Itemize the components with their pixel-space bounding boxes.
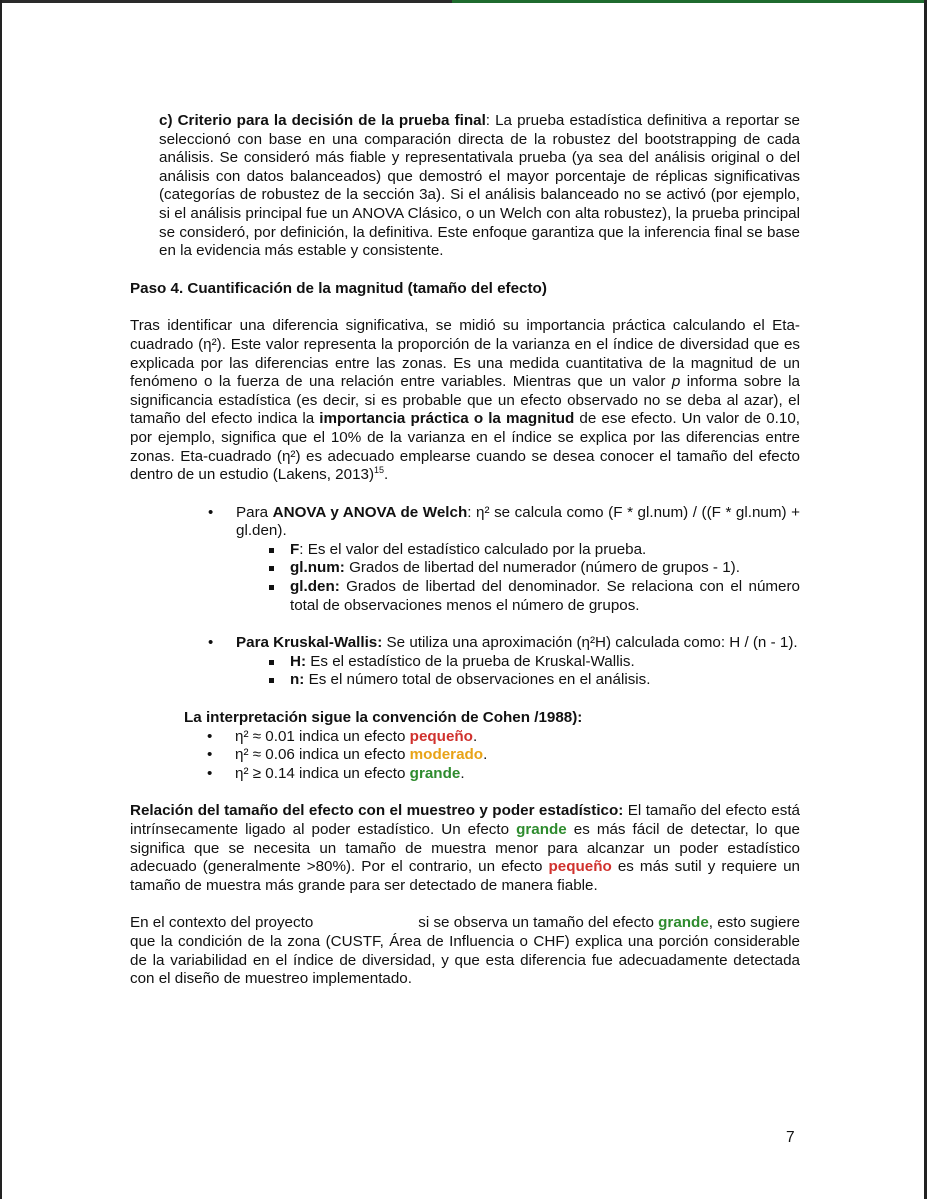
interpretation-title: La interpretación sigue la convención de Cohen /1988): [184, 709, 583, 727]
footnote-ref: 15 [374, 465, 385, 476]
document-page [130, 112, 800, 989]
interpretation-list [130, 728, 800, 784]
kruskal-subitem-n [130, 671, 800, 690]
relacion-pequeno: pequeño [548, 858, 612, 876]
top-border-green [452, 0, 927, 3]
interp-item-small [130, 728, 800, 747]
interp-small-word: pequeño [409, 727, 473, 745]
left-page-edge [0, 0, 2, 1199]
kruskal-subitem-h [130, 653, 800, 672]
interp-large-text: η² ≥ 0.14 indica un efecto [235, 764, 410, 782]
paso3c-paragraph [130, 112, 800, 261]
paso4-text-c: de ese efecto. Un valor de 0.10, por ejemplo, significa que el 10% de la varianza en el índice se explica por las diferencias entre zonas. Eta-cuadrado (η²) es adecuado emplearse cuando se desea conocer el tamaño del efecto dentro de un estudio (Lakens, 2013) [130, 410, 800, 484]
desc-glnum: Grados de libertad del numerador (número de grupos - 1). [344, 559, 740, 577]
desc-f: : Es el valor del estadístico calculado por la prueba. [299, 540, 647, 558]
kruskal-text: Se utiliza una aproximación (η²H) calculada como: H / (n - 1). [382, 634, 798, 652]
desc-h: Es el estadístico de la prueba de Kruskal-Wallis. [306, 652, 635, 670]
contexto-text-b: si se observa un tamaño del efecto [418, 914, 659, 932]
anova-subitem-glnum [130, 559, 800, 578]
contexto-text-a: En el contexto del proyecto [130, 914, 314, 932]
interp-large-word: grande [409, 764, 461, 782]
interp-item-moderate [130, 746, 800, 765]
paso3c-text: : La prueba estadística definitiva a reportar se seleccionó con base en una comparación directa de la robustez del bootstrapping de cada análisis. Se consideró más fiable y representativala prueba (ya sea del análisis original o del análisis con datos balanceados) que demostró el mayor porcentaje de réplicas significativas (categorías de robustez de la sección 3a). Si el análisis balanceado no se activó (por ejemplo, si el análisis principal fue un ANOVA Clásico, o un Welch con alta robustez), la prueba principal se consideró, por definición, la definitiva. Este enfoque garantiza que la inferencia final se base en la evidencia más estable y consistente. [159, 112, 800, 260]
page-number: 7 [786, 1129, 795, 1146]
term-glden: gl.den: [290, 578, 340, 596]
relacion-text-c: es más sutil y requiere un tamaño de muestra más grande para ser detectado de manera fiable. [130, 858, 800, 894]
interp-small-text: η² ≈ 0.01 indica un efecto [235, 727, 410, 745]
relacion-bold: Relación del tamaño del efecto con el muestreo y poder estadístico: [130, 802, 624, 820]
desc-glden: Grados de libertad del denominador. Se relaciona con el número total de observaciones menos el número de grupos. [290, 578, 800, 614]
interp-moderate-word: moderado [409, 746, 484, 764]
top-border [0, 0, 927, 3]
paso4-paragraph [130, 317, 800, 484]
paso4-text-end: . [384, 466, 389, 484]
anova-prefix: Para [236, 503, 273, 521]
term-f: F [290, 540, 300, 558]
anova-list [130, 504, 800, 616]
paso4-text-b: informa sobre la significancia estadística (es decir, si es probable que un efecto observado no se deba al azar), el tamaño del efecto indica la [130, 373, 800, 428]
paso3c-label: c) Criterio para la decisión de la prueba final [159, 112, 486, 129]
interp-item-large [130, 765, 800, 784]
kruskal-list [130, 634, 800, 690]
relacion-text-b: es más fácil de detectar, lo que significa que se necesita un tamaño de muestra menor para alcanzar un poder estadístico adecuado (generalmente >80%). Por el contrario, un efecto [130, 821, 800, 876]
contexto-text-c: , esto sugiere que la condición de la zona (CUSTF, Área de Influencia o CHF) explica una porción considerable de la variabilidad en el índice de diversidad, y que esta diferencia fue adecuadamente detectada con el diseño de muestreo implementado. [130, 914, 800, 988]
kruskal-bullet [130, 634, 800, 653]
desc-n: Es el número total de observaciones en el análisis. [304, 671, 651, 689]
anova-subitem-f [130, 541, 800, 560]
top-border-dark [0, 0, 452, 3]
paso4-text-a: Tras identificar una diferencia significativa, se midió su importancia práctica calculando el Eta-cuadrado (η²). Este valor representa la proporción de la varianza en el índice de diversidad que es explicada por las diferencias entre las zonas. Es una medida cuantitativa de la magnitud de un fenómeno o la fuerza de una relación entre variables. Mientras que un valor [130, 317, 800, 391]
kruskal-bold: Para Kruskal-Wallis: [236, 634, 383, 652]
relacion-grande: grande [516, 821, 567, 838]
anova-text: : η² se calcula como (F * gl.num) / ((F * gl.num) + gl.den). [236, 503, 800, 540]
contexto-paragraph [130, 914, 800, 988]
interp-moderate-suffix: . [483, 746, 488, 764]
paso4-bold-phrase: importancia práctica o la magnitud [319, 410, 575, 428]
anova-bold: ANOVA y ANOVA de Welch [272, 503, 468, 521]
relacion-paragraph [130, 802, 800, 895]
contexto-grande: grande [658, 914, 709, 932]
anova-subitem-glden [130, 578, 800, 615]
paso4-p-italic: p [671, 373, 681, 391]
interp-large-suffix: . [460, 764, 465, 782]
term-glnum: gl.num: [290, 559, 345, 577]
anova-bullet [130, 504, 800, 541]
term-h: H: [290, 652, 307, 670]
term-n: n: [290, 671, 305, 689]
interp-small-suffix: . [472, 727, 478, 745]
relacion-text-a: El tamaño del efecto está intrínsecamente ligado al poder estadístico. Un efecto [130, 802, 800, 838]
paso4-heading: Paso 4. Cuantificación de la magnitud (tamaño del efecto) [130, 279, 547, 297]
interp-moderate-text: η² ≈ 0.06 indica un efecto [235, 746, 410, 764]
